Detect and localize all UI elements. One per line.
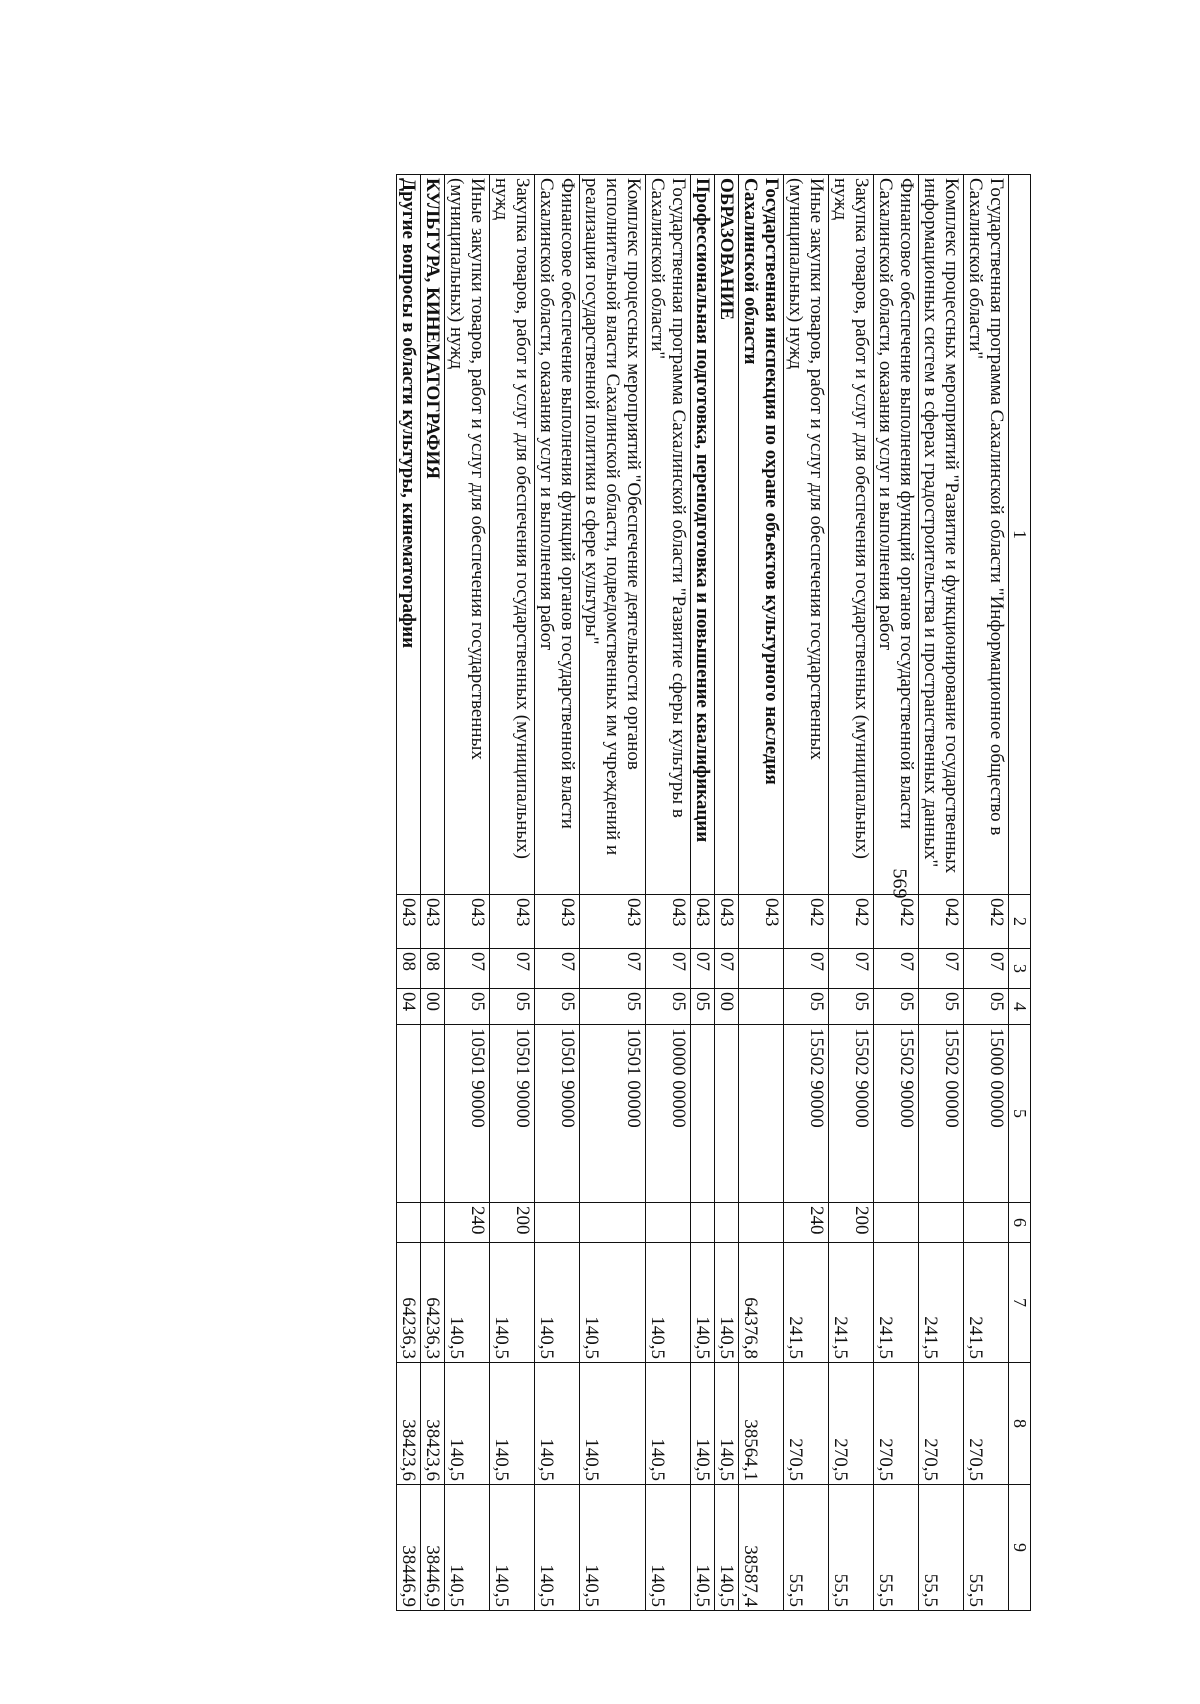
row-value-cell: 043 (421, 895, 445, 949)
row-value-cell: 05 (445, 989, 490, 1025)
row-value-cell: 05 (535, 989, 580, 1025)
row-value-cell: 043 (397, 895, 421, 949)
row-value-cell: 043 (646, 895, 691, 949)
row-value-cell: 38446,9 (421, 1485, 445, 1611)
row-name-cell: Государственная инспекция по охране объектов культурного наследия Сахалинской области (739, 175, 784, 895)
row-value-cell: 241,5 (784, 1243, 829, 1363)
table-row (829, 175, 874, 1611)
row-value-cell: 07 (580, 949, 646, 989)
table-row (715, 175, 739, 1611)
row-name-cell: Финансовое обеспечение выполнения функций органов государственной власти Сахалинской области, оказания услуг и выполнения работ (874, 175, 919, 895)
row-value-cell: 10501 90000 (535, 1025, 580, 1203)
row-value-cell: 15502 00000 (919, 1025, 964, 1203)
row-value-cell (646, 1203, 691, 1243)
row-value-cell (715, 1025, 739, 1203)
header-cell: 4 (1009, 989, 1031, 1025)
header-row (1009, 175, 1031, 1611)
row-value-cell: 64236,3 (421, 1243, 445, 1363)
row-value-cell: 042 (829, 895, 874, 949)
row-value-cell (739, 989, 784, 1025)
row-value-cell: 140,5 (445, 1363, 490, 1485)
table-row (784, 175, 829, 1611)
table-row (964, 175, 1009, 1611)
row-value-cell: 05 (829, 989, 874, 1025)
row-value-cell: 043 (739, 895, 784, 949)
row-value-cell: 10501 90000 (490, 1025, 535, 1203)
row-name-cell: Иные закупки товаров, работ и услуг для обеспечения государственных (муниципальных) нужд (445, 175, 490, 895)
row-value-cell: 140,5 (490, 1363, 535, 1485)
row-value-cell: 05 (691, 989, 715, 1025)
row-value-cell: 043 (490, 895, 535, 949)
row-value-cell: 241,5 (919, 1243, 964, 1363)
row-value-cell: 140,5 (490, 1485, 535, 1611)
row-name-cell: Закупка товаров, работ и услуг для обеспечения государственных (муниципальных) нужд (829, 175, 874, 895)
row-name-cell: Государственная программа Сахалинской области "Информационное общество в Сахалинской области" (964, 175, 1009, 895)
row-value-cell: 140,5 (580, 1363, 646, 1485)
header-cell: 5 (1009, 1025, 1031, 1203)
row-value-cell: 042 (964, 895, 1009, 949)
row-value-cell (691, 1203, 715, 1243)
table-row (535, 175, 580, 1611)
row-value-cell: 08 (397, 949, 421, 989)
row-value-cell: 05 (874, 989, 919, 1025)
row-value-cell: 07 (691, 949, 715, 989)
row-value-cell: 140,5 (691, 1243, 715, 1363)
header-cell: 6 (1009, 1203, 1031, 1243)
row-value-cell: 140,5 (646, 1485, 691, 1611)
row-value-cell: 140,5 (490, 1243, 535, 1363)
table-row (739, 175, 784, 1611)
row-value-cell: 55,5 (874, 1485, 919, 1611)
row-value-cell: 08 (421, 949, 445, 989)
row-value-cell: 05 (784, 989, 829, 1025)
row-value-cell: 043 (715, 895, 739, 949)
row-value-cell (874, 1203, 919, 1243)
row-value-cell (739, 949, 784, 989)
row-value-cell: 07 (784, 949, 829, 989)
row-value-cell: 270,5 (829, 1363, 874, 1485)
table-row (919, 175, 964, 1611)
row-value-cell: 38446,9 (397, 1485, 421, 1611)
row-name-cell: Профессиональная подготовка, переподготовка и повышение квалификации (691, 175, 715, 895)
row-value-cell (421, 1025, 445, 1203)
row-value-cell (964, 1203, 1009, 1243)
row-value-cell: 55,5 (784, 1485, 829, 1611)
row-name-cell: ОБРАЗОВАНИЕ (715, 175, 739, 895)
header-cell: 7 (1009, 1243, 1031, 1363)
table-row (397, 175, 421, 1611)
row-name-cell: Комплекс процессных мероприятий "Обеспечение деятельности органов исполнительной власти Сахалинской области, подведомственных им учреждений и реализация государственной политики в сфере культуры" (580, 175, 646, 895)
header-cell: 9 (1009, 1485, 1031, 1611)
row-value-cell: 270,5 (964, 1363, 1009, 1485)
row-value-cell: 240 (784, 1203, 829, 1243)
table-body (397, 175, 1009, 1611)
row-value-cell: 200 (829, 1203, 874, 1243)
row-name-cell: Закупка товаров, работ и услуг для обеспечения государственных (муниципальных) нужд (490, 175, 535, 895)
row-value-cell: 07 (919, 949, 964, 989)
row-value-cell: 55,5 (919, 1485, 964, 1611)
row-value-cell (739, 1203, 784, 1243)
row-value-cell: 04 (397, 989, 421, 1025)
row-value-cell: 042 (874, 895, 919, 949)
row-name-cell: Иные закупки товаров, работ и услуг для обеспечения государственных (муниципальных) нужд (784, 175, 829, 895)
row-value-cell: 38423,6 (421, 1363, 445, 1485)
row-value-cell (535, 1203, 580, 1243)
row-value-cell: 043 (535, 895, 580, 949)
row-value-cell: 05 (580, 989, 646, 1025)
row-value-cell: 240 (445, 1203, 490, 1243)
row-value-cell (715, 1203, 739, 1243)
row-value-cell: 140,5 (646, 1363, 691, 1485)
row-name-cell: КУЛЬТУРА, КИНЕМАТОГРАФИЯ (421, 175, 445, 895)
header-cell: 8 (1009, 1363, 1031, 1485)
page-number: 569 (888, 868, 911, 899)
row-value-cell: 05 (919, 989, 964, 1025)
header-cell: 1 (1009, 175, 1031, 895)
row-value-cell: 07 (715, 949, 739, 989)
table-row (445, 175, 490, 1611)
row-value-cell: 38564,1 (739, 1363, 784, 1485)
row-value-cell: 00 (715, 989, 739, 1025)
row-value-cell: 10501 90000 (445, 1025, 490, 1203)
row-value-cell: 05 (490, 989, 535, 1025)
row-value-cell: 07 (535, 949, 580, 989)
row-value-cell: 55,5 (829, 1485, 874, 1611)
row-value-cell (691, 1025, 715, 1203)
row-value-cell: 140,5 (691, 1485, 715, 1611)
row-value-cell: 140,5 (715, 1363, 739, 1485)
row-value-cell: 241,5 (874, 1243, 919, 1363)
row-name-cell: Другие вопросы в области культуры, кинематографии (397, 175, 421, 895)
row-value-cell (580, 1203, 646, 1243)
row-value-cell: 270,5 (919, 1363, 964, 1485)
row-value-cell: 270,5 (784, 1363, 829, 1485)
row-value-cell: 05 (646, 989, 691, 1025)
row-value-cell: 270,5 (874, 1363, 919, 1485)
table-row (421, 175, 445, 1611)
row-value-cell: 043 (445, 895, 490, 949)
row-value-cell: 140,5 (535, 1243, 580, 1363)
row-value-cell: 043 (691, 895, 715, 949)
row-value-cell: 07 (964, 949, 1009, 989)
table-row (646, 175, 691, 1611)
row-value-cell (739, 1025, 784, 1203)
row-value-cell: 042 (919, 895, 964, 949)
table-row (691, 175, 715, 1611)
row-value-cell (397, 1025, 421, 1203)
row-value-cell: 00 (421, 989, 445, 1025)
row-value-cell (919, 1203, 964, 1243)
table-row (874, 175, 919, 1611)
row-value-cell: 140,5 (445, 1243, 490, 1363)
table-row (490, 175, 535, 1611)
table-row (580, 175, 646, 1611)
row-value-cell: 07 (646, 949, 691, 989)
row-value-cell: 55,5 (964, 1485, 1009, 1611)
row-value-cell: 07 (874, 949, 919, 989)
row-value-cell: 140,5 (580, 1485, 646, 1611)
row-value-cell: 38423,6 (397, 1363, 421, 1485)
row-value-cell: 043 (580, 895, 646, 949)
budget-table (396, 174, 1031, 1611)
row-value-cell: 10000 00000 (646, 1025, 691, 1203)
row-value-cell: 07 (829, 949, 874, 989)
row-value-cell: 140,5 (445, 1485, 490, 1611)
header-cell: 2 (1009, 895, 1031, 949)
row-value-cell: 15502 90000 (784, 1025, 829, 1203)
row-value-cell: 140,5 (691, 1363, 715, 1485)
row-value-cell: 15502 90000 (874, 1025, 919, 1203)
row-value-cell: 241,5 (964, 1243, 1009, 1363)
row-name-cell: Государственная программа Сахалинской области "Развитие сферы культуры в Сахалинской области" (646, 175, 691, 895)
rotated-sheet (396, 174, 1031, 1611)
row-name-cell: Финансовое обеспечение выполнения функций органов государственной власти Сахалинской области, оказания услуг и выполнения работ (535, 175, 580, 895)
row-value-cell: 64376,8 (739, 1243, 784, 1363)
row-value-cell: 140,5 (715, 1485, 739, 1611)
row-value-cell: 140,5 (535, 1363, 580, 1485)
row-value-cell: 15000 00000 (964, 1025, 1009, 1203)
row-value-cell: 140,5 (535, 1485, 580, 1611)
row-value-cell: 241,5 (829, 1243, 874, 1363)
row-value-cell: 38587,4 (739, 1485, 784, 1611)
row-value-cell (421, 1203, 445, 1243)
row-value-cell: 140,5 (580, 1243, 646, 1363)
header-cell: 3 (1009, 949, 1031, 989)
row-value-cell: 07 (445, 949, 490, 989)
row-value-cell: 07 (490, 949, 535, 989)
row-value-cell: 140,5 (646, 1243, 691, 1363)
row-name-cell: Комплекс процессных мероприятий "Развитие и функционирование государственных информационных систем в сферах градостроительства и пространственных данных" (919, 175, 964, 895)
row-value-cell: 15502 90000 (829, 1025, 874, 1203)
row-value-cell: 64236,3 (397, 1243, 421, 1363)
row-value-cell (397, 1203, 421, 1243)
row-value-cell: 042 (784, 895, 829, 949)
row-value-cell: 10501 00000 (580, 1025, 646, 1203)
row-value-cell: 05 (964, 989, 1009, 1025)
row-value-cell: 200 (490, 1203, 535, 1243)
row-value-cell: 140,5 (715, 1243, 739, 1363)
